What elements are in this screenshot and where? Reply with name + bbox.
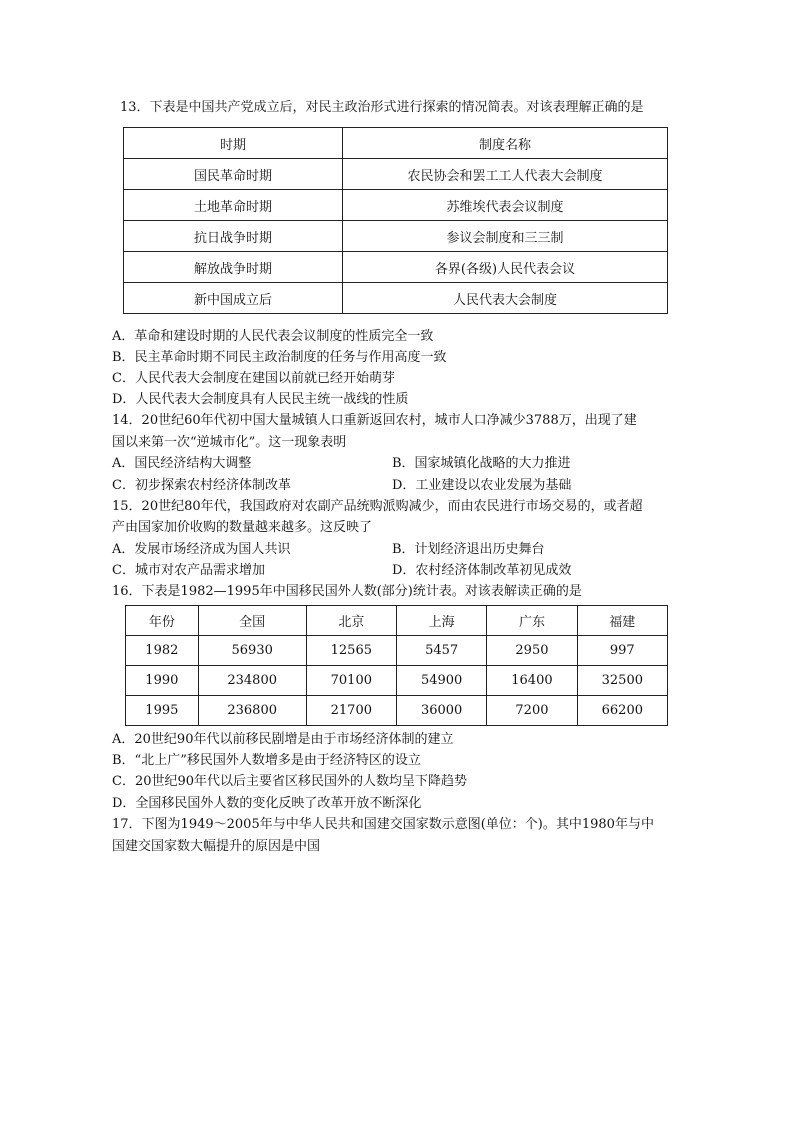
q14-option-a: A．国民经济结构大调整: [112, 456, 252, 471]
table-row: [126, 696, 668, 726]
table-row: [126, 666, 668, 696]
table-cell: 抗日战争时期: [124, 221, 343, 252]
table-cell: 66200: [577, 696, 667, 726]
table-cell: 997: [577, 636, 667, 666]
q15-option-d: D．农村经济体制改革初见成效: [392, 563, 572, 578]
table-cell: 12565: [306, 636, 396, 666]
table-row: [124, 190, 668, 221]
table-row: [124, 159, 668, 190]
table-cell: 人民代表大会制度: [343, 283, 668, 314]
q14-option-d: D．工业建设以农业发展为基础: [392, 478, 572, 493]
q13-stem: 13．下表是中国共产党成立后，对民主政治形式进行探索的情况简表。对该表理解正确的是: [120, 100, 644, 115]
q15-option-b: B．计划经济退出历史舞台: [392, 542, 545, 557]
table-cell: 国民革命时期: [124, 159, 343, 190]
q13-table: [123, 127, 668, 314]
q15-option-c: C．城市对农产品需求增加: [112, 563, 265, 578]
table-header-cell: 北京: [306, 606, 396, 636]
table-row: [124, 221, 668, 252]
table-cell: 苏维埃代表会议制度: [343, 190, 668, 221]
q16-table: [125, 605, 668, 726]
q16-option-a: A．20世纪90年代以前移民剧增是由于市场经济体制的建立: [112, 732, 454, 747]
q13-option-d: D．人民代表大会制度具有人民民主统一战线的性质: [112, 392, 409, 407]
q17-stem-line-1: 17．下图为1949～2005年与中华人民共和国建交国家数示意图(单位：个)。其中1980年与中: [112, 817, 654, 832]
table-header-cell: 福建: [577, 606, 667, 636]
table-cell: 7200: [487, 696, 577, 726]
table-cell: 236800: [198, 696, 306, 726]
q13-option-b: B．民主革命时期不同民主政治制度的任务与作用高度一致: [112, 350, 447, 365]
q13-option-a: A．革命和建设时期的人民代表会议制度的性质完全一致: [112, 329, 434, 344]
q14-option-b: B．国家城镇化战略的大力推进: [392, 456, 571, 471]
table-header-row: [126, 606, 668, 636]
table-cell: 各界(各级)人民代表会议: [343, 252, 668, 283]
q14-option-c: C．初步探索农村经济体制改革: [112, 478, 291, 493]
table-header-cell: 制度名称: [343, 128, 668, 159]
table-header-cell: 广东: [487, 606, 577, 636]
q14-stem-line-2: 国以来第一次“逆城市化”。这一现象表明: [112, 435, 347, 450]
table-header-cell: 全国: [198, 606, 306, 636]
table-cell: 参议会制度和三三制: [343, 221, 668, 252]
table-header-cell: 年份: [126, 606, 199, 636]
table-header-row: [124, 128, 668, 159]
table-cell: 1990: [126, 666, 199, 696]
table-header-cell: 时期: [124, 128, 343, 159]
table-cell: 新中国成立后: [124, 283, 343, 314]
table-cell: 1982: [126, 636, 199, 666]
table-cell: 56930: [198, 636, 306, 666]
table-row: [124, 283, 668, 314]
table-cell: 234800: [198, 666, 306, 696]
table-cell: 农民协会和罢工工人代表大会制度: [343, 159, 668, 190]
q16-option-c: C．20世纪90年代以后主要省区移民国外的人数均呈下降趋势: [112, 774, 468, 789]
q16-option-d: D．全国移民国外人数的变化反映了改革开放不断深化: [112, 796, 422, 811]
table-cell: 5457: [396, 636, 486, 666]
table-cell: 54900: [396, 666, 486, 696]
table-cell: 36000: [396, 696, 486, 726]
q14-stem-line-1: 14．20世纪60年代初中国大量城镇人口重新返回农村，城市人口净减少3788万，出现了建: [112, 413, 637, 428]
q15-option-a: A．发展市场经济成为国人共识: [112, 542, 291, 557]
table-cell: 2950: [487, 636, 577, 666]
table-cell: 解放战争时期: [124, 252, 343, 283]
table-cell: 1995: [126, 696, 199, 726]
table-cell: 21700: [306, 696, 396, 726]
table-cell: 土地革命时期: [124, 190, 343, 221]
table-cell: 16400: [487, 666, 577, 696]
table-cell: 70100: [306, 666, 396, 696]
table-row: [124, 252, 668, 283]
q16-stem: 16．下表是1982—1995年中国移民国外人数(部分)统计表。对该表解读正确的是: [112, 584, 582, 599]
q17-stem-line-2: 国建交国家数大幅提升的原因是中国: [112, 839, 321, 854]
q16-option-b: B．“北上广”移民国外人数增多是由于经济特区的设立: [112, 753, 421, 768]
table-row: [126, 636, 668, 666]
table-header-cell: 上海: [396, 606, 486, 636]
table-cell: 32500: [577, 666, 667, 696]
q15-stem-line-1: 15．20世纪80年代，我国政府对农副产品统购派购减少，而由农民进行市场交易的，或者超: [112, 499, 643, 514]
q15-stem-line-2: 产由国家加价收购的数量越来越多。这反映了: [112, 520, 373, 535]
q13-option-c: C．人民代表大会制度在建国以前就已经开始萌芽: [112, 371, 395, 386]
